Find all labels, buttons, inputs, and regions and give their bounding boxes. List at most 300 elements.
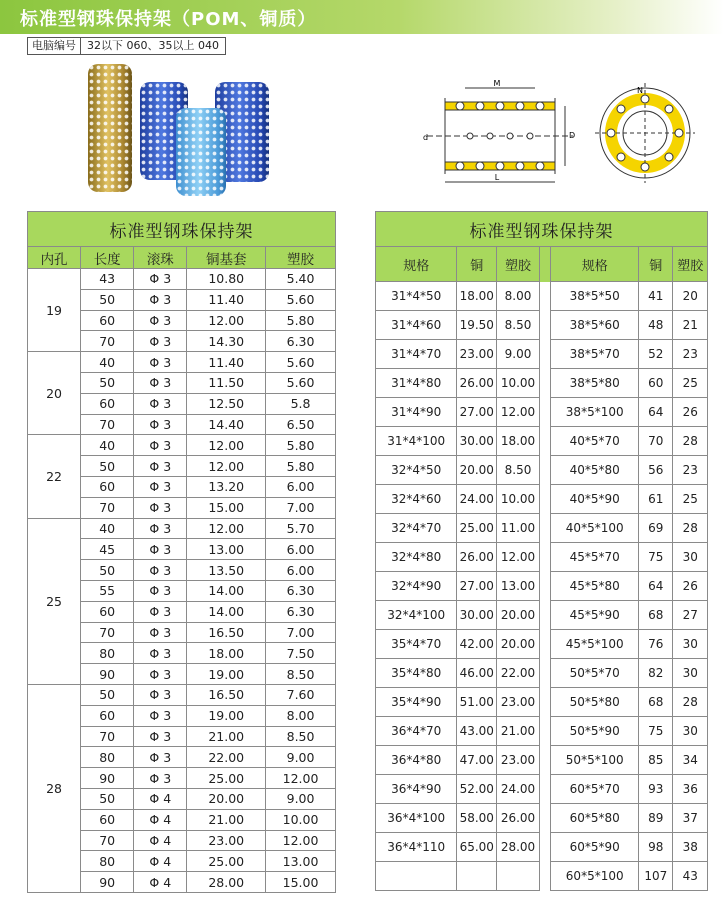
table-cell: 11.00 — [497, 514, 540, 543]
table-cell: 65.00 — [457, 833, 497, 862]
table-cell: 60 — [81, 809, 134, 830]
table-cell: 37 — [673, 804, 708, 833]
table-gap — [539, 340, 550, 369]
table-cell: 16.50 — [187, 622, 266, 643]
table-cell: 38*5*50 — [551, 282, 639, 311]
table-cell: 5.40 — [266, 269, 336, 290]
label-l: L — [494, 173, 500, 182]
table-cell: 10.80 — [187, 269, 266, 290]
table-gap — [539, 862, 550, 891]
table-cell: 90 — [81, 872, 134, 893]
table-row — [376, 456, 708, 485]
table-cell: 14.40 — [187, 414, 266, 435]
table-row — [376, 688, 708, 717]
left-table-body — [28, 269, 336, 893]
table-cell: 31*4*70 — [376, 340, 457, 369]
table-cell: 6.00 — [266, 560, 336, 581]
table-cell: 7.50 — [266, 643, 336, 664]
table-cell: 60 — [639, 369, 673, 398]
table-cell: 25.00 — [187, 851, 266, 872]
table-cell: 5.80 — [266, 456, 336, 477]
table-cell: 40*5*80 — [551, 456, 639, 485]
table-cell: 31*4*60 — [376, 311, 457, 340]
table-row — [28, 269, 336, 290]
table-gap — [539, 659, 550, 688]
table-cell: Φ 3 — [134, 393, 187, 414]
table-cell: 82 — [639, 659, 673, 688]
table-cell: 11.40 — [187, 289, 266, 310]
table-cell: 6.30 — [266, 580, 336, 601]
table-row — [376, 340, 708, 369]
table-cell: 21.00 — [497, 717, 540, 746]
table-cell: 38*5*80 — [551, 369, 639, 398]
table-cell: 55 — [81, 580, 134, 601]
table-row — [376, 630, 708, 659]
table-cell: 23 — [673, 456, 708, 485]
table-cell: 10.00 — [266, 809, 336, 830]
table-cell: 9.00 — [497, 340, 540, 369]
table-cell: 26.00 — [457, 369, 497, 398]
table-cell: 24.00 — [497, 775, 540, 804]
table-cell: Φ 3 — [134, 310, 187, 331]
table-cell: Φ 3 — [134, 601, 187, 622]
table-cell: 69 — [639, 514, 673, 543]
table-cell: 60 — [81, 705, 134, 726]
table-cell: 13.20 — [187, 476, 266, 497]
table-cell: 93 — [639, 775, 673, 804]
table-cell: 70 — [81, 830, 134, 851]
table-cell: 20 — [673, 282, 708, 311]
table-cell: 14.30 — [187, 331, 266, 352]
table-cell: 7.00 — [266, 497, 336, 518]
table-cell: Φ 4 — [134, 851, 187, 872]
technical-drawing — [415, 78, 705, 188]
table-cell: 8.50 — [266, 726, 336, 747]
table-cell: 31*4*100 — [376, 427, 457, 456]
table-cell: 32*4*100 — [376, 601, 457, 630]
table-cell: Φ 4 — [134, 872, 187, 893]
table-cell: 32*4*60 — [376, 485, 457, 514]
table-cell: Φ 3 — [134, 476, 187, 497]
table-cell: Φ 3 — [134, 518, 187, 539]
table-row — [376, 804, 708, 833]
table-cell: 12.00 — [187, 518, 266, 539]
table-cell: 89 — [639, 804, 673, 833]
table-cell: 13.00 — [497, 572, 540, 601]
table-gap — [539, 369, 550, 398]
table-cell: Φ 3 — [134, 643, 187, 664]
table-row — [376, 485, 708, 514]
table-cell: 43 — [81, 269, 134, 290]
label-m: M — [493, 79, 501, 88]
table-cell: 45*5*100 — [551, 630, 639, 659]
table-cell: 40*5*90 — [551, 485, 639, 514]
table-cell: 32*4*50 — [376, 456, 457, 485]
table-cell: 40*5*100 — [551, 514, 639, 543]
page-title: 标准型钢珠保持架（POM、铜质） — [20, 9, 317, 30]
table-cell: 18.00 — [187, 643, 266, 664]
table-cell: 36*4*100 — [376, 804, 457, 833]
table-cell: 30 — [673, 717, 708, 746]
table-cell: 5.70 — [266, 518, 336, 539]
table-cell: 12.50 — [187, 393, 266, 414]
table-cell: 8.50 — [497, 311, 540, 340]
table-cell: 11.40 — [187, 352, 266, 373]
table-cell: 60*5*80 — [551, 804, 639, 833]
table-cell: 45*5*90 — [551, 601, 639, 630]
table-cell: 19.50 — [457, 311, 497, 340]
table-cell: 42.00 — [457, 630, 497, 659]
table-cell: 27.00 — [457, 398, 497, 427]
right-table-caption: 标准型钢珠保持架 — [376, 212, 708, 247]
table-cell: 6.50 — [266, 414, 336, 435]
table-cell: 36 — [673, 775, 708, 804]
table-cell: Φ 3 — [134, 726, 187, 747]
table-cell: 20.00 — [187, 788, 266, 809]
table-cell: 30 — [673, 543, 708, 572]
table-row — [376, 572, 708, 601]
table-row — [376, 369, 708, 398]
table-cell — [457, 862, 497, 891]
table-cell: 41 — [639, 282, 673, 311]
table-cell: 40 — [81, 435, 134, 456]
table-cell: 45*5*70 — [551, 543, 639, 572]
table-cell: 36*4*90 — [376, 775, 457, 804]
code-label: 电脑编号 — [28, 38, 81, 54]
table-cell: 23.00 — [497, 688, 540, 717]
table-row — [376, 514, 708, 543]
label-d-small: d — [423, 133, 429, 142]
table-cell: 35*4*80 — [376, 659, 457, 688]
table-cell: 46.00 — [457, 659, 497, 688]
product-photo — [80, 60, 280, 195]
title-banner — [0, 0, 724, 34]
table-cell: 25 — [673, 485, 708, 514]
table-cell: 35*4*70 — [376, 630, 457, 659]
table-cell: 28 — [673, 688, 708, 717]
table-cell: 90 — [81, 768, 134, 789]
table-cell: 12.00 — [187, 435, 266, 456]
bore-cell: 22 — [28, 435, 81, 518]
table-cell: 70 — [639, 427, 673, 456]
table-cell: 50*5*90 — [551, 717, 639, 746]
table-cell: Φ 3 — [134, 747, 187, 768]
table-cell: 50*5*100 — [551, 746, 639, 775]
table-cell: 38*5*70 — [551, 340, 639, 369]
table-cell: Φ 4 — [134, 809, 187, 830]
table-gap — [539, 804, 550, 833]
table-cell: 8.00 — [497, 282, 540, 311]
table-row — [376, 282, 708, 311]
table-cell: 13.00 — [266, 851, 336, 872]
table-gap — [539, 514, 550, 543]
table-cell: 70 — [81, 726, 134, 747]
table-cell: 60*5*100 — [551, 862, 639, 891]
col-plastic-b: 塑胶 — [673, 247, 708, 282]
table-gap — [539, 543, 550, 572]
table-cell: 9.00 — [266, 747, 336, 768]
table-cell: 13.50 — [187, 560, 266, 581]
table-cell: 31*4*80 — [376, 369, 457, 398]
table-cell: Φ 4 — [134, 830, 187, 851]
table-cell: 16.50 — [187, 684, 266, 705]
table-cell: 40 — [81, 518, 134, 539]
table-gap — [539, 688, 550, 717]
table-cell: 10.00 — [497, 369, 540, 398]
right-price-table — [375, 211, 708, 891]
table-cell: 19.00 — [187, 705, 266, 726]
table-cell: 38*5*100 — [551, 398, 639, 427]
table-cell: 51.00 — [457, 688, 497, 717]
pom-cage-image-3 — [176, 108, 226, 196]
table-cell: 43.00 — [457, 717, 497, 746]
table-cell: 32*4*70 — [376, 514, 457, 543]
table-cell: 5.60 — [266, 289, 336, 310]
table-cell: Φ 3 — [134, 560, 187, 581]
table-cell: 12.00 — [266, 768, 336, 789]
table-cell: 12.00 — [497, 398, 540, 427]
table-cell: 26.00 — [497, 804, 540, 833]
table-cell: 25.00 — [187, 768, 266, 789]
table-cell: 40 — [81, 352, 134, 373]
table-row — [376, 427, 708, 456]
table-cell: 22.00 — [187, 747, 266, 768]
table-cell: 5.80 — [266, 435, 336, 456]
table-cell: 6.00 — [266, 539, 336, 560]
table-row — [28, 518, 336, 539]
table-cell: Φ 3 — [134, 352, 187, 373]
table-cell: 31*4*50 — [376, 282, 457, 311]
table-gap — [539, 427, 550, 456]
table-cell: 50 — [81, 788, 134, 809]
table-row — [376, 311, 708, 340]
label-n: N — [637, 86, 643, 95]
table-cell: 5.60 — [266, 352, 336, 373]
left-table-caption: 标准型钢珠保持架 — [28, 212, 336, 247]
table-cell: 50*5*80 — [551, 688, 639, 717]
table-cell: 58.00 — [457, 804, 497, 833]
table-cell: 70 — [81, 622, 134, 643]
table-cell: 60 — [81, 601, 134, 622]
table-cell: Φ 3 — [134, 580, 187, 601]
table-cell: 38 — [673, 833, 708, 862]
table-cell: 36*4*80 — [376, 746, 457, 775]
table-cell: 12.00 — [187, 310, 266, 331]
table-cell: 68 — [639, 601, 673, 630]
table-cell: 24.00 — [457, 485, 497, 514]
table-cell: 30.00 — [457, 601, 497, 630]
table-cell: 7.00 — [266, 622, 336, 643]
left-price-table — [27, 211, 336, 893]
table-gap — [539, 717, 550, 746]
table-cell — [497, 862, 540, 891]
table-cell: 28 — [673, 427, 708, 456]
table-cell: 9.00 — [266, 788, 336, 809]
computer-code-box — [27, 37, 226, 55]
col-spec-a: 规格 — [376, 247, 457, 282]
table-cell: 23 — [673, 340, 708, 369]
table-cell: 6.00 — [266, 476, 336, 497]
table-gap — [539, 630, 550, 659]
table-row — [28, 352, 336, 373]
table-cell: 15.00 — [266, 872, 336, 893]
table-gap — [539, 311, 550, 340]
table-gap — [539, 282, 550, 311]
table-cell: 61 — [639, 485, 673, 514]
table-gap — [539, 456, 550, 485]
table-cell: 50*5*70 — [551, 659, 639, 688]
bore-cell: 20 — [28, 352, 81, 435]
table-row — [376, 717, 708, 746]
table-cell: 5.60 — [266, 372, 336, 393]
table-gap — [539, 833, 550, 862]
table-cell: Φ 3 — [134, 372, 187, 393]
table-cell: 64 — [639, 572, 673, 601]
table-cell: 56 — [639, 456, 673, 485]
table-cell: 21 — [673, 311, 708, 340]
table-cell: 11.50 — [187, 372, 266, 393]
table-cell: 28 — [673, 514, 708, 543]
col-copper: 铜基套 — [187, 247, 266, 269]
table-cell: 14.00 — [187, 601, 266, 622]
table-cell: 36*4*110 — [376, 833, 457, 862]
table-cell: 38*5*60 — [551, 311, 639, 340]
table-row — [376, 746, 708, 775]
table-cell: 60 — [81, 476, 134, 497]
table-cell: 30 — [673, 659, 708, 688]
table-cell: 31*4*90 — [376, 398, 457, 427]
table-cell: 50 — [81, 289, 134, 310]
brass-cage-image — [88, 64, 132, 192]
table-cell: 60*5*70 — [551, 775, 639, 804]
table-cell: 18.00 — [457, 282, 497, 311]
table-gap — [539, 247, 550, 282]
table-cell: 70 — [81, 331, 134, 352]
table-row — [376, 659, 708, 688]
table-cell: 28.00 — [187, 872, 266, 893]
col-ball: 滚珠 — [134, 247, 187, 269]
table-cell: 26.00 — [457, 543, 497, 572]
col-spec-b: 规格 — [551, 247, 639, 282]
table-cell: 5.8 — [266, 393, 336, 414]
table-cell: 50 — [81, 372, 134, 393]
table-cell: 5.80 — [266, 310, 336, 331]
table-cell: 76 — [639, 630, 673, 659]
table-cell: 21.00 — [187, 809, 266, 830]
table-cell: 6.30 — [266, 601, 336, 622]
table-cell: Φ 4 — [134, 788, 187, 809]
table-cell: 36*4*70 — [376, 717, 457, 746]
table-cell: 98 — [639, 833, 673, 862]
table-gap — [539, 601, 550, 630]
table-cell: 50 — [81, 560, 134, 581]
table-cell: Φ 3 — [134, 269, 187, 290]
table-cell: Φ 3 — [134, 684, 187, 705]
table-row — [376, 775, 708, 804]
table-cell: 14.00 — [187, 580, 266, 601]
table-cell: 23.00 — [497, 746, 540, 775]
table-cell: Φ 3 — [134, 289, 187, 310]
col-plastic: 塑胶 — [266, 247, 336, 269]
col-bore: 内孔 — [28, 247, 81, 269]
table-cell: 20.00 — [497, 630, 540, 659]
table-gap — [539, 746, 550, 775]
table-cell: 80 — [81, 747, 134, 768]
right-table-body — [376, 282, 708, 891]
table-cell: 25.00 — [457, 514, 497, 543]
table-cell: 20.00 — [497, 601, 540, 630]
table-cell: Φ 3 — [134, 705, 187, 726]
table-cell: Φ 3 — [134, 768, 187, 789]
table-cell: 32*4*80 — [376, 543, 457, 572]
table-cell: 47.00 — [457, 746, 497, 775]
table-row — [376, 543, 708, 572]
table-cell: 6.30 — [266, 331, 336, 352]
table-cell: 18.00 — [497, 427, 540, 456]
table-gap — [539, 775, 550, 804]
table-cell: 8.50 — [497, 456, 540, 485]
table-cell: 12.00 — [497, 543, 540, 572]
table-cell: 68 — [639, 688, 673, 717]
table-gap — [539, 398, 550, 427]
table-cell: 13.00 — [187, 539, 266, 560]
table-cell: 70 — [81, 497, 134, 518]
bore-cell: 28 — [28, 684, 81, 892]
table-gap — [539, 485, 550, 514]
table-cell: 60 — [81, 393, 134, 414]
table-cell: 52 — [639, 340, 673, 369]
table-cell: 50 — [81, 456, 134, 477]
col-length: 长度 — [81, 247, 134, 269]
table-row — [376, 398, 708, 427]
table-row — [28, 435, 336, 456]
code-value: 32以下 060、35以上 040 — [87, 39, 219, 52]
label-d-big: D — [569, 131, 576, 140]
table-row — [376, 862, 708, 891]
table-cell: 27.00 — [457, 572, 497, 601]
table-gap — [539, 572, 550, 601]
table-cell: 8.50 — [266, 664, 336, 685]
table-cell: 32*4*90 — [376, 572, 457, 601]
table-cell: 85 — [639, 746, 673, 775]
table-cell — [376, 862, 457, 891]
bore-cell: 25 — [28, 518, 81, 684]
table-cell: 80 — [81, 643, 134, 664]
table-cell: 8.00 — [266, 705, 336, 726]
table-cell: Φ 3 — [134, 414, 187, 435]
table-row — [376, 601, 708, 630]
bore-cell: 19 — [28, 269, 81, 352]
table-cell: 27 — [673, 601, 708, 630]
table-cell: 35*4*90 — [376, 688, 457, 717]
table-cell: 64 — [639, 398, 673, 427]
table-cell: 45 — [81, 539, 134, 560]
table-cell: 22.00 — [497, 659, 540, 688]
table-cell: 107 — [639, 862, 673, 891]
table-cell: 15.00 — [187, 497, 266, 518]
table-cell: 50 — [81, 684, 134, 705]
table-cell: 12.00 — [187, 456, 266, 477]
table-cell: Φ 3 — [134, 539, 187, 560]
table-cell: 25 — [673, 369, 708, 398]
table-cell: 52.00 — [457, 775, 497, 804]
table-cell: 19.00 — [187, 664, 266, 685]
table-cell: Φ 3 — [134, 664, 187, 685]
col-copper-a: 铜 — [457, 247, 497, 282]
table-cell: 75 — [639, 717, 673, 746]
table-cell: 21.00 — [187, 726, 266, 747]
table-cell: 7.60 — [266, 684, 336, 705]
